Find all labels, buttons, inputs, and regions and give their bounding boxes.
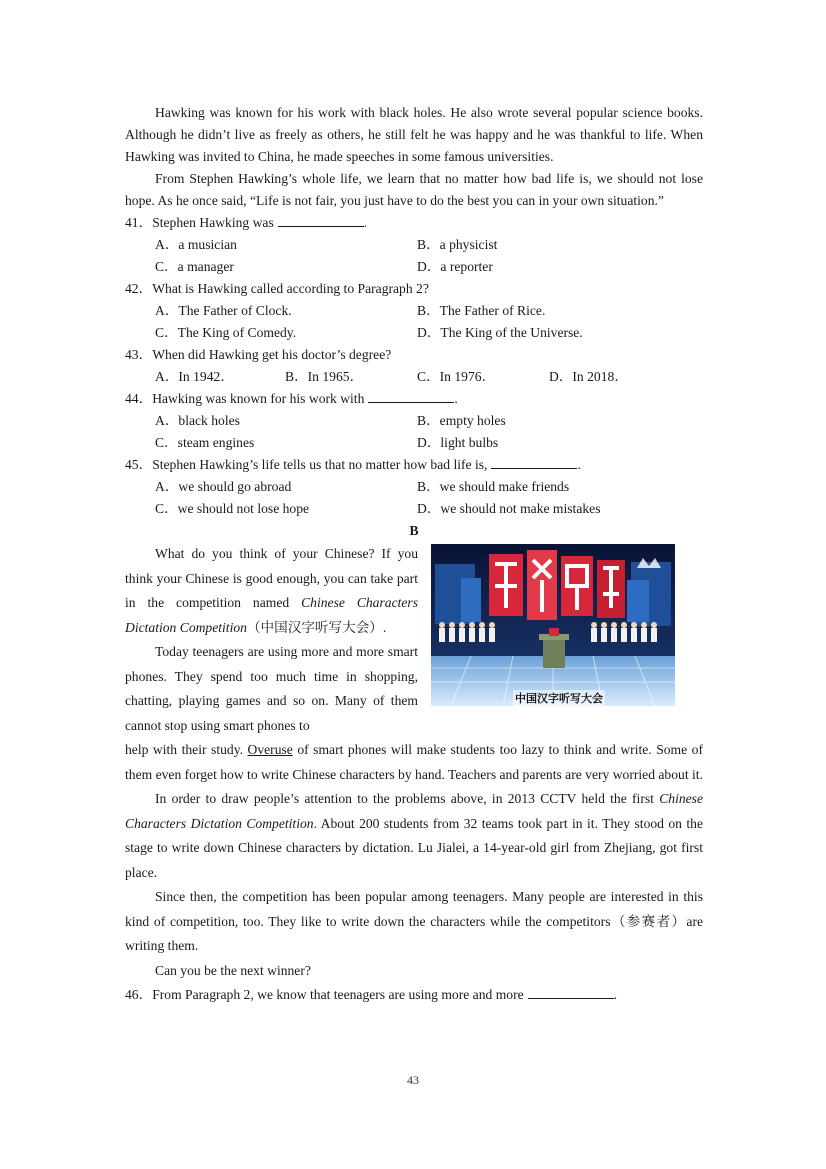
option-b: B．In 1965． (285, 369, 364, 384)
question-number: 41． (125, 215, 153, 230)
question-43 (125, 344, 703, 388)
question-text: When did Hawking get his doctor’s degree? (152, 347, 392, 362)
paragraph-cctv-competition: In order to draw people’s attention to the problems above, in 2013 CCTV held the first Chinese Characters Dictation Competition. About 200 students from 32 teams took part in it. They stood on the stage to write down Chinese characters by dictation. Lu Jialei, a 14-year-old girl from Zhejiang, got first place. (125, 791, 704, 880)
paragraph-hawking-lesson: From Stephen Hawking’s whole life, we learn that no matter how bad life is, we should not lose hope. As he once said, “Life is not fair, you just have to do the best you can in your own situation.” (125, 171, 703, 208)
section-heading-b: B (409, 523, 419, 538)
option-a: A．In 1942． (155, 369, 234, 384)
answer-blank (528, 984, 614, 999)
answer-blank (491, 454, 577, 469)
paragraph-chinese-competition: What do you think of your Chinese? If you think your Chinese is good enough, you can take part in the competition named Chinese Characters Dictation Competition（中国汉字听写大会）. (125, 546, 418, 635)
competition-name: Chinese Characters Dictation Competition (125, 595, 418, 635)
photo-caption: 中国汉字听写大会 (515, 692, 603, 705)
document-page (125, 102, 703, 1008)
competition-name: Chinese Characters Dictation Competition (125, 791, 703, 831)
option-c: C．a manager (155, 259, 234, 274)
question-text: From Paragraph 2, we know that teenagers are using more and more (152, 987, 524, 1002)
section-b-intro (125, 542, 703, 738)
section-b-body (125, 738, 703, 1008)
option-b: B．The Father of Rice. (417, 303, 546, 318)
question-text: What is Hawking called according to Paragraph 2? (152, 281, 429, 296)
question-text: Stephen Hawking’s life tells us that no matter how bad life is, (152, 457, 488, 472)
underlined-word-overuse: Overuse (247, 742, 293, 757)
question-text: Hawking was known for his work with (152, 391, 365, 406)
option-d: D．In 2018． (549, 369, 628, 384)
question-41: 41．Stephen Hawking was . A．a musician B．a physicist C．a manager D．a reporter (125, 212, 703, 278)
paragraph-popularity: Since then, the competition has been popular among teenagers. Many people are interested in this kind of competition, too. They like to write down the characters while the competitors（参赛者）are writing them. (125, 889, 703, 953)
question-text: Stephen Hawking was (152, 215, 274, 230)
option-d: D．a reporter (417, 259, 493, 274)
answer-blank (278, 212, 364, 227)
option-a: A．a musician (155, 237, 237, 252)
question-number: 45． (125, 457, 153, 472)
question-42 (125, 278, 703, 344)
option-d: D．light bulbs (417, 435, 499, 450)
option-c: C．steam engines (155, 435, 255, 450)
option-d: D．we should not make mistakes (417, 501, 601, 516)
option-b: B．we should make friends (417, 479, 570, 494)
question-44: 44．Hawking was known for his work with . A．black holes B．empty holes C．steam engines D．light bulbs (125, 388, 703, 454)
option-a: A．black holes (155, 413, 240, 428)
paragraph-smart-phones-start: Today teenagers are using more and more smart phones. They spend too much time in shopping, chatting, playing games and so on. Many of them cannot stop using smart phones to (125, 644, 418, 733)
paragraph-next-winner: Can you be the next winner? (155, 962, 311, 978)
paragraph-smart-phones-continued: help with their study. Overuse of smart phones will make students too lazy to think and write. Some of them even forget how to write Chinese characters by hand. Teachers and parents are very worried about it. (125, 742, 703, 782)
option-b: B．empty holes (417, 413, 506, 428)
paragraph-hawking-black-holes: Hawking was known for his work with black holes. He also wrote several popular science books. Although he didn’t live as freely as others, he still felt he was happy and he was thankful to life. When Hawking was invited to China, he made speeches in some famous universities. (125, 105, 703, 164)
question-number: 43． (125, 347, 153, 362)
option-b: B．a physicist (417, 237, 498, 252)
page-number: 43 (407, 1073, 419, 1087)
question-45: 45．Stephen Hawking’s life tells us that no matter how bad life is, . A．we should go abroad B．we should make friends C．we should not lose hope D．we should not make mistakes (125, 454, 703, 520)
option-d: D．The King of the Universe. (417, 325, 583, 340)
option-c: C．The King of Comedy. (155, 325, 297, 340)
question-number: 46． (125, 987, 153, 1002)
option-c: C．In 1976． (417, 369, 496, 384)
stage-illustration (431, 544, 675, 706)
question-46: 46．From Paragraph 2, we know that teenagers are using more and more . (125, 983, 703, 1008)
competition-stage-photo (431, 544, 675, 706)
answer-blank (368, 388, 454, 403)
question-number: 42． (125, 281, 153, 296)
option-c: C．we should not lose hope (155, 501, 310, 516)
question-number: 44． (125, 391, 153, 406)
option-a: A．The Father of Clock. (155, 303, 292, 318)
option-a: A．we should go abroad (155, 479, 292, 494)
